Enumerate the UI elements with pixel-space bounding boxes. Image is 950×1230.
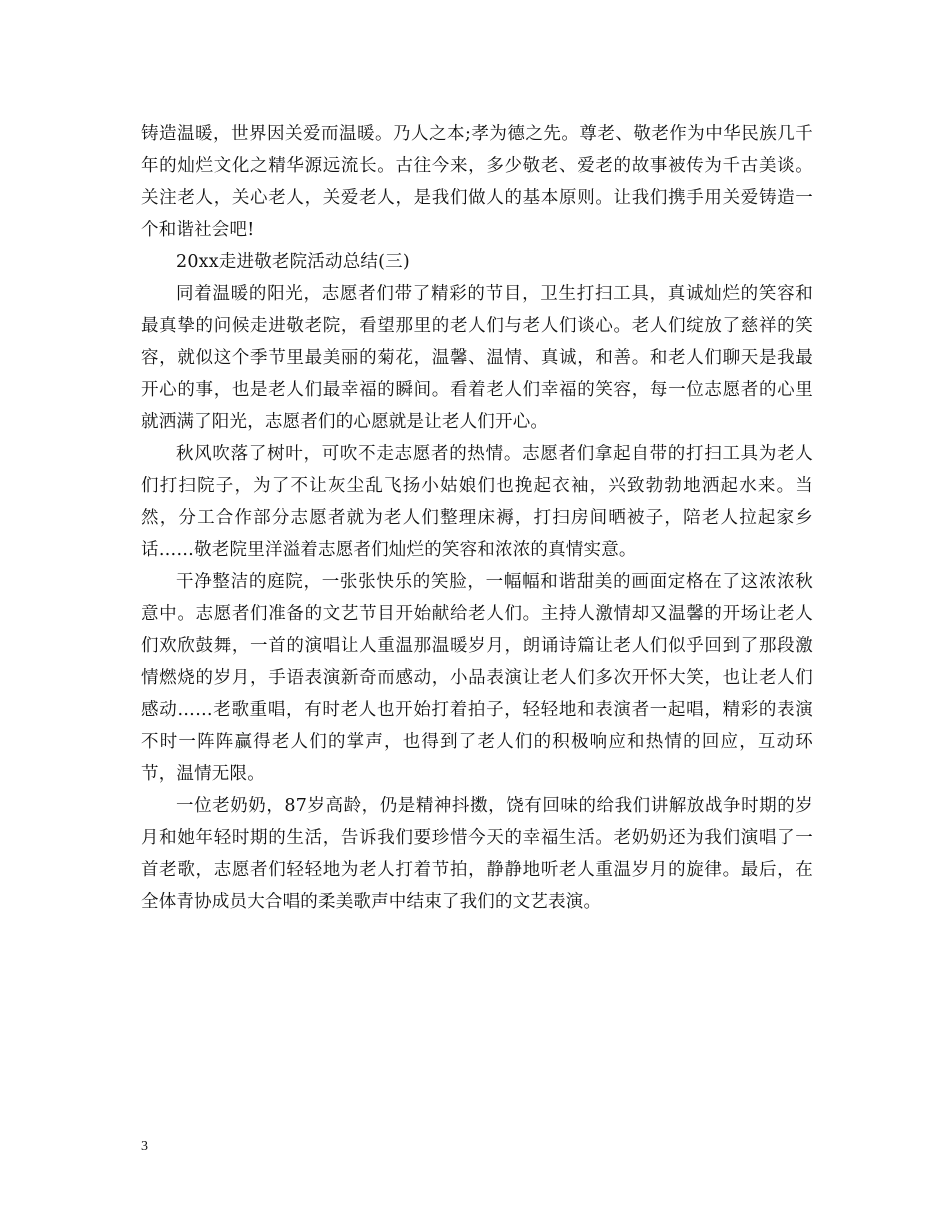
- paragraph-cleaning: 秋风吹落了树叶，可吹不走志愿者的热情。志愿者们拿起自带的打扫工具为老人们打扫院子，为了不让灰尘乱飞扬小姑娘们也挽起衣袖，兴致勃勃地洒起水来。当然，分工合作部分志愿者就为老人们整理床褥，打扫房间晒被子，陪老人拉起家乡话……敬老院里洋溢着志愿者们灿烂的笑容和浓浓的真情实意。: [141, 444, 813, 560]
- section-heading: 20xx走进敬老院活动总结(三): [176, 252, 410, 272]
- paragraph-performance: 干净整洁的庭院，一张张快乐的笑脸，一幅幅和谐甜美的画面定格在了这浓浓秋意中。志愿者们准备的文艺节目开始献给老人们。主持人激情却又温馨的开场让老人们欢欣鼓舞，一首的演唱让人重温那温暖岁月，朗诵诗篇让老人们似乎回到了那段激情燃烧的岁月，手语表演新奇而感动，小品表演让老人们多次开怀大笑，也让老人们感动……老歌重唱，有时老人也开始打着拍子，轻轻地和表演者一起唱，精彩的表演不时一阵阵赢得老人们的掌声，也得到了老人们的积极响应和热情的回应，互动环节，温情无限。: [141, 572, 813, 784]
- page-body: [141, 118, 813, 918]
- paragraph-visit: 同着温暖的阳光，志愿者们带了精彩的节目，卫生打扫工具，真诚灿烂的笑容和最真挚的问候走进敬老院，看望那里的老人们与老人们谈心。老人们绽放了慈祥的笑容，就似这个季节里最美丽的菊花，温馨、温情、真诚，和善。和老人们聊天是我最开心的事，也是老人们最幸福的瞬间。看着老人们幸福的笑容，每一位志愿者的心里就洒满了阳光，志愿者们的心愿就是让老人们开心。: [141, 284, 813, 432]
- paragraph-grandmother: 一位老奶奶，87岁高龄，仍是精神抖擞，饶有回味的给我们讲解放战争时期的岁月和她年轻时期的生活，告诉我们要珍惜今天的幸福生活。老奶奶还为我们演唱了一首老歌，志愿者们轻轻地为老人打着节拍，静静地听老人重温岁月的旋律。最后，在全体青协成员大合唱的柔美歌声中结束了我们的文艺表演。: [141, 796, 813, 912]
- paragraph-continued-intro: 铸造温暖，世界因关爱而温暖。乃人之本;孝为德之先。尊老、敬老作为中华民族几千年的灿烂文化之精华源远流长。古往今来，多少敬老、爱老的故事被传为千古美谈。关注老人，关心老人，关爱老人，是我们做人的基本原则。让我们携手用关爱铸造一个和谐社会吧!: [141, 124, 813, 240]
- page-number: 3: [141, 1139, 148, 1154]
